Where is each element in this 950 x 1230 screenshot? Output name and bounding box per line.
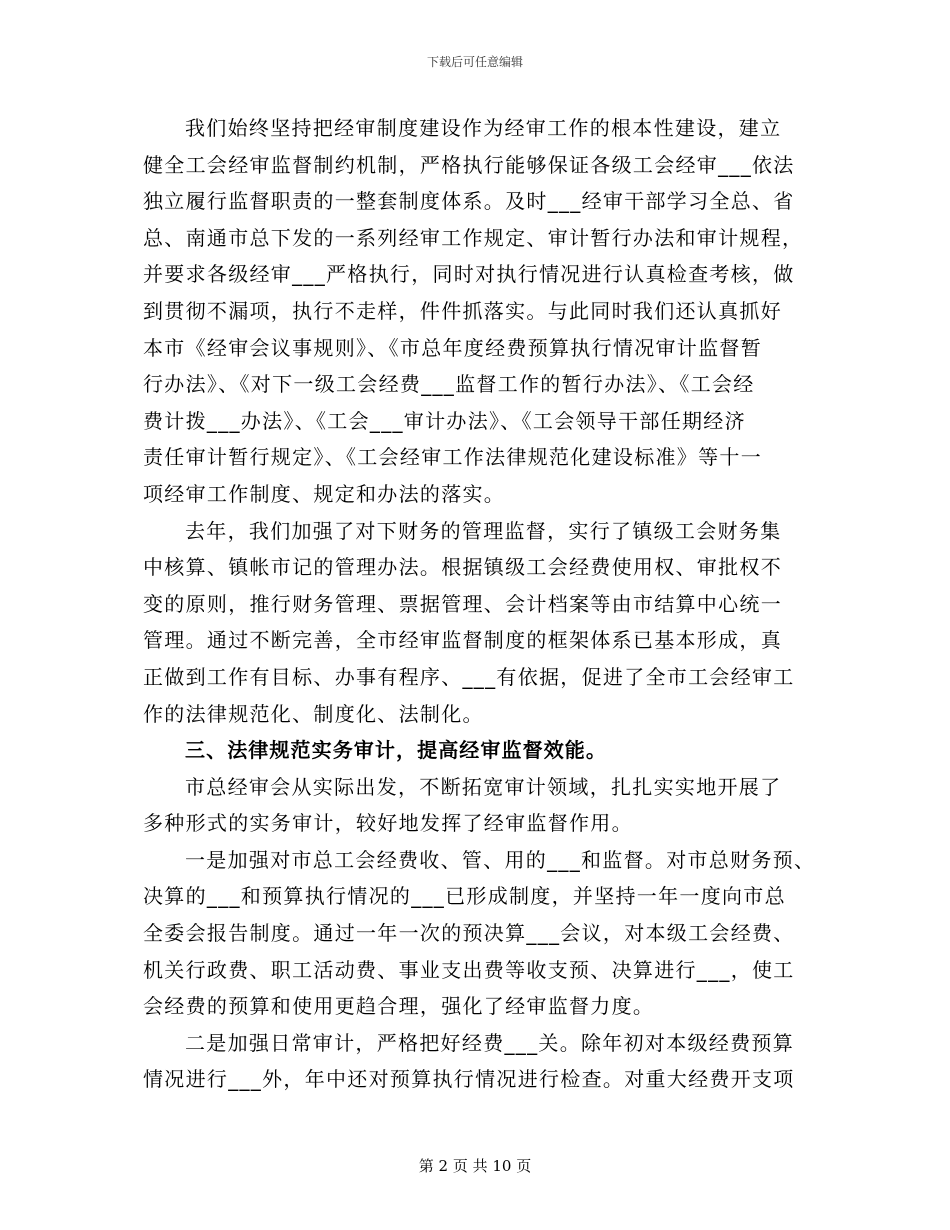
- text-line: 独立履行监督职责的一整套制度体系。及时___经审干部学习全总、省: [143, 189, 795, 214]
- text-line: 正做到工作有目标、办事有程序、___有依据，促进了全市工会经审工: [143, 664, 795, 689]
- text-line: 行办法》、《对下一级工会经费___监督工作的暂行办法》、《工会经: [143, 372, 755, 397]
- text-line: 责任审计暂行规定》、《工会经审工作法律规范化建设标准》等十一: [143, 445, 762, 470]
- text-line: 机关行政费、职工活动费、事业支出费等收支预、决算进行___，使工: [143, 957, 795, 982]
- text-line: 市总经审会从实际出发，不断拓宽审计领域，扎扎实实地开展了: [185, 774, 782, 799]
- text-line: 多种形式的实务审计，较好地发挥了经审监督作用。: [143, 811, 633, 836]
- text-line: 本市《经审会议事规则》、《市总年度经费预算执行情况审计监督暂: [143, 335, 762, 360]
- text-line: 并要求各级经审___严格执行，同时对执行情况进行认真检查考核，做: [143, 262, 795, 287]
- text-line: 我们始终坚持把经审制度建设作为经审工作的根本性建设，建立: [185, 116, 782, 140]
- text-line: 一是加强对市总工会经费收、管、用的___和监督。对市总财务预、: [185, 847, 816, 872]
- text-line: 管理。通过不断完善，全市经审监督制度的框架体系已基本形成，真: [143, 628, 782, 653]
- text-line: 中核算、镇帐市记的管理办法。根据镇级工会经费使用权、审批权不: [143, 555, 782, 580]
- text-line: 会经费的预算和使用更趋合理，强化了经审监督力度。: [143, 994, 655, 1019]
- text-line: 去年，我们加强了对下财务的管理监督，实行了镇级工会财务集: [185, 518, 782, 543]
- text-line: 情况进行___外，年中还对预算执行情况进行检查。对重大经费开支项: [143, 1067, 795, 1092]
- page-header-note: 下载后可任意编辑: [426, 55, 523, 69]
- text-line: 全委会报告制度。通过一年一次的预决算___会议，对本级工会经费、: [143, 921, 795, 946]
- text-line: 费计拨___办法》、《工会___审计办法》、《工会领导干部任期经济: [143, 408, 746, 433]
- page-number: 第 2 页 共 10 页: [418, 1157, 532, 1175]
- document-body: [143, 110, 823, 1098]
- text-line: 健全工会经审监督制约机制，严格执行能够保证各级工会经审___依法: [143, 152, 795, 177]
- section-heading: 三、法律规范实务审计，提高经审监督效能。: [185, 738, 607, 763]
- text-line: 决算的___和预算执行情况的___已形成制度，并坚持一年一度向市总: [143, 884, 786, 909]
- text-line: 变的原则，推行财务管理、票据管理、会计档案等由市结算中心统一: [143, 591, 782, 616]
- text-line: 总、南通市总下发的一系列经审工作规定、审计暂行办法和审计规程，: [143, 225, 804, 250]
- text-line: 到贯彻不漏项，执行不走样，件件抓落实。与此同时我们还认真抓好: [143, 298, 782, 323]
- text-line: 项经审工作制度、规定和办法的落实。: [143, 481, 506, 506]
- text-line: 二是加强日常审计，严格把好经费___关。除年初对本级经费预算: [185, 1030, 794, 1055]
- text-line: 作的法律规范化、制度化、法制化。: [143, 701, 484, 726]
